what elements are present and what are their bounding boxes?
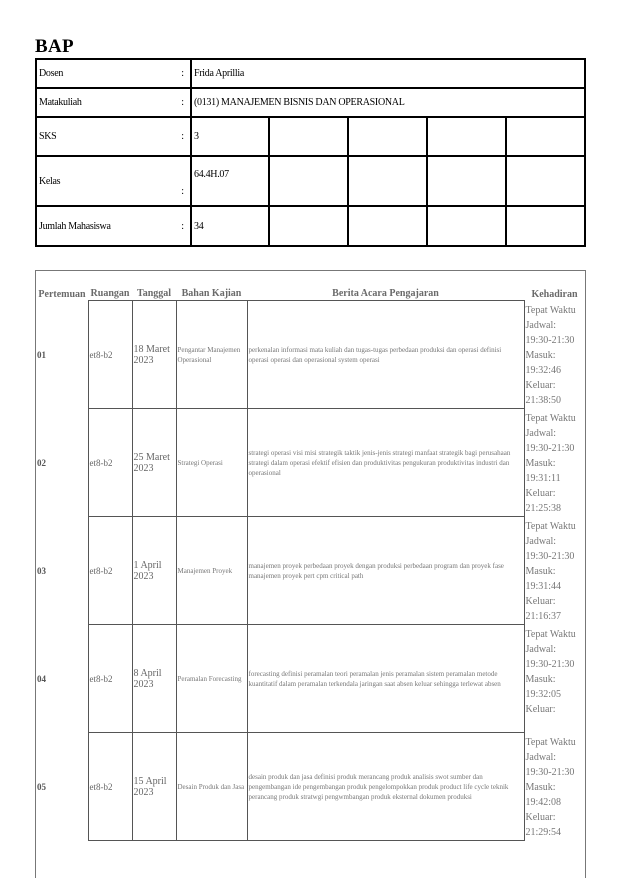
empty-cell xyxy=(269,206,348,246)
jumlah-label: Jumlah Mahasiswa xyxy=(36,206,175,246)
attendance-table xyxy=(36,271,585,841)
dosen-label: Dosen xyxy=(36,59,175,88)
bahan-kajian-cell: Manajemen Proyek xyxy=(176,517,247,625)
table-row xyxy=(36,409,585,517)
bahan-kajian-cell: Strategi Operasi xyxy=(176,409,247,517)
pertemuan-cell: 02 xyxy=(37,457,46,468)
empty-cell xyxy=(348,117,427,156)
table-row xyxy=(36,517,585,625)
colon: : xyxy=(175,88,191,117)
table-header-row xyxy=(36,271,585,301)
keluar-value: 21:29:54 xyxy=(525,826,562,838)
colon: : xyxy=(175,206,191,246)
empty-cell xyxy=(427,206,506,246)
kehadiran-cell xyxy=(524,733,585,841)
empty-cell xyxy=(269,117,348,156)
ruangan-cell: et8-b2 xyxy=(88,517,132,625)
keluar-value: 21:16:37 xyxy=(525,610,562,622)
jadwal-label: Jadwal: xyxy=(525,427,557,439)
jadwal-value: 19:30-21:30 xyxy=(525,658,575,670)
info-row-jumlah xyxy=(36,206,585,246)
berita-acara-cell: forecasting definisi peramalan teori peramalan jenis peramalan sistem peramalan metode kuantitatif dalam peramalan terkendala jaringan saat absen keluar sehingga terlewat absen xyxy=(247,625,524,733)
bahan-kajian-cell: Peramalan Forecasting xyxy=(176,625,247,733)
page-title: BAP xyxy=(35,36,74,57)
masuk-value: 19:31:11 xyxy=(525,472,561,484)
jadwal-label: Jadwal: xyxy=(525,535,557,547)
keluar-value: 21:25:38 xyxy=(525,502,562,514)
keluar-label: Keluar: xyxy=(525,379,556,391)
colon: : xyxy=(175,59,191,88)
header-ruangan: Ruangan xyxy=(90,288,130,299)
keluar-label: Keluar: xyxy=(525,595,556,607)
status-text: Tepat Waktu xyxy=(525,628,576,640)
matakuliah-value: (0131) MANAJEMEN BISNIS DAN OPERASIONAL xyxy=(191,88,585,117)
masuk-value: 19:31:44 xyxy=(525,580,562,592)
masuk-label: Masuk: xyxy=(525,781,556,793)
course-info-table xyxy=(35,58,586,247)
empty-cell xyxy=(269,156,348,206)
info-row-kelas xyxy=(36,156,585,206)
status-text: Tepat Waktu xyxy=(525,736,576,748)
berita-acara-cell: strategi operasi visi misi strategik taktik jenis-jenis strategi manfaat strategik bagi perusahaan strategi dalam operasi efektif efisien dan produktivitas pengukuran produktivitas industri dan operasional xyxy=(247,409,524,517)
pertemuan-cell: 03 xyxy=(37,565,46,576)
kelas-value: 64.4H.07 xyxy=(191,156,269,206)
empty-cell xyxy=(348,206,427,246)
status-text: Tepat Waktu xyxy=(525,304,576,316)
empty-cell xyxy=(427,117,506,156)
attendance-table-container xyxy=(35,270,586,878)
ruangan-cell: et8-b2 xyxy=(88,301,132,409)
table-row xyxy=(36,733,585,841)
sks-label: SKS xyxy=(36,117,175,156)
colon: : xyxy=(175,156,191,206)
header-berita-acara: Berita Acara Pengajaran xyxy=(332,288,439,299)
info-row-dosen xyxy=(36,59,585,88)
masuk-value: 19:42:08 xyxy=(525,796,562,808)
colon: : xyxy=(175,117,191,156)
pertemuan-cell: 01 xyxy=(37,349,46,360)
empty-cell xyxy=(506,117,585,156)
header-tanggal: Tanggal xyxy=(136,288,172,299)
table-row xyxy=(36,625,585,733)
berita-acara-cell: manajemen proyek perbedaan proyek dengan produksi perbedaan program dan proyek fase manajemen proyek pert cpm critical path xyxy=(247,517,524,625)
jadwal-value: 19:30-21:30 xyxy=(525,550,575,562)
tanggal-cell: 18 Maret 2023 xyxy=(132,301,176,409)
pertemuan-cell: 04 xyxy=(37,673,46,684)
sks-value: 3 xyxy=(191,117,269,156)
jadwal-label: Jadwal: xyxy=(525,643,557,655)
ruangan-cell: et8-b2 xyxy=(88,409,132,517)
table-row xyxy=(36,301,585,409)
masuk-label: Masuk: xyxy=(525,349,556,361)
keluar-value: 21:38:50 xyxy=(525,394,562,406)
matakuliah-label: Matakuliah xyxy=(36,88,175,117)
masuk-value: 19:32:46 xyxy=(525,364,562,376)
berita-acara-cell: desain produk dan jasa definisi produk merancang produk analisis swot sumber dan pengembangan ide pengembangan produk pengelompokkan produk product life cycle teknik perancang produk stratwgi pengwmbangan produk eksternal dokumen produksi xyxy=(247,733,524,841)
kehadiran-cell xyxy=(524,301,585,409)
info-row-sks xyxy=(36,117,585,156)
tanggal-cell: 1 April 2023 xyxy=(132,517,176,625)
header-kehadiran: Kehadiran xyxy=(531,288,578,300)
status-text: Tepat Waktu xyxy=(525,520,576,532)
empty-cell xyxy=(427,156,506,206)
bahan-kajian-cell: Desain Produk dan Jasa xyxy=(176,733,247,841)
kelas-label: Kelas xyxy=(36,156,175,206)
jadwal-value: 19:30-21:30 xyxy=(525,334,575,346)
kehadiran-cell xyxy=(524,517,585,625)
jadwal-label: Jadwal: xyxy=(525,751,557,763)
ruangan-cell: et8-b2 xyxy=(88,733,132,841)
pertemuan-cell: 05 xyxy=(37,781,46,792)
jadwal-value: 19:30-21:30 xyxy=(525,442,575,454)
empty-cell xyxy=(506,206,585,246)
masuk-label: Masuk: xyxy=(525,565,556,577)
dosen-value: Frida Aprillia xyxy=(191,59,585,88)
header-pertemuan: Pertemuan xyxy=(38,288,86,300)
tanggal-cell: 15 April 2023 xyxy=(132,733,176,841)
info-row-matakuliah xyxy=(36,88,585,117)
tanggal-cell: 8 April 2023 xyxy=(132,625,176,733)
keluar-label: Keluar: xyxy=(525,487,556,499)
bahan-kajian-cell: Pengantar Manajemen Operasional xyxy=(176,301,247,409)
empty-cell xyxy=(506,156,585,206)
empty-cell xyxy=(348,156,427,206)
jadwal-label: Jadwal: xyxy=(525,319,557,331)
masuk-label: Masuk: xyxy=(525,673,556,685)
kehadiran-cell xyxy=(524,625,585,733)
masuk-label: Masuk: xyxy=(525,457,556,469)
jumlah-value: 34 xyxy=(191,206,269,246)
masuk-value: 19:32:05 xyxy=(525,688,562,700)
status-text: Tepat Waktu xyxy=(525,412,576,424)
keluar-label: Keluar: xyxy=(525,811,556,823)
jadwal-value: 19:30-21:30 xyxy=(525,766,575,778)
keluar-label: Keluar: xyxy=(525,703,556,715)
kehadiran-cell xyxy=(524,409,585,517)
ruangan-cell: et8-b2 xyxy=(88,625,132,733)
header-bahan-kajian: Bahan Kajian xyxy=(181,288,242,299)
tanggal-cell: 25 Maret 2023 xyxy=(132,409,176,517)
berita-acara-cell: perkenalan informasi mata kuliah dan tugas-tugas perbedaan produksi dan operasi definisi operasi operasi dan operasional system operasi xyxy=(247,301,524,409)
